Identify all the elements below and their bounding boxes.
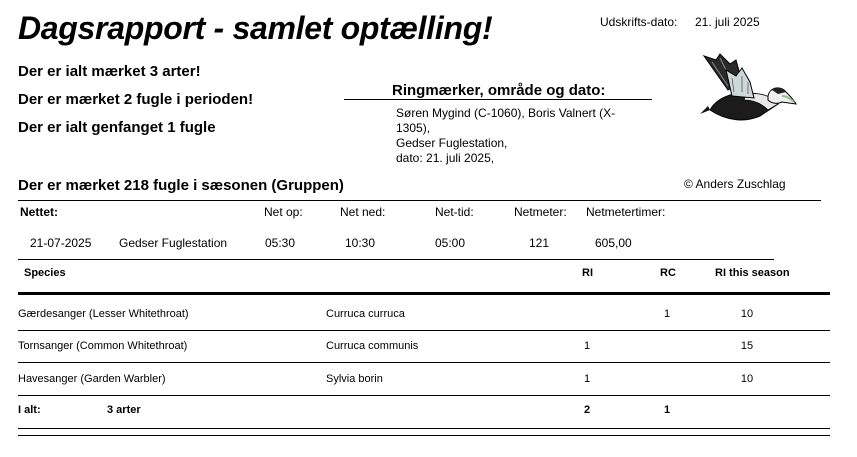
table-row-season: 15	[740, 340, 754, 352]
summary-ringed-count: Der er mærket 2 fugle i perioden!	[18, 91, 254, 108]
net-up-value: 05:30	[265, 236, 296, 250]
summary-recaptured-count: Der er ialt genfanget 1 fugle	[18, 119, 216, 136]
table-row-latin: Sylvia borin	[326, 373, 383, 385]
table-row-latin: Curruca communis	[326, 340, 419, 352]
print-date-label: Udskrifts-dato:	[600, 15, 678, 29]
ri-column-header: RI	[582, 267, 593, 279]
row-divider	[18, 330, 830, 331]
ringer-names: Søren Mygind (C-1060), Boris Valnert (X-1305),	[396, 106, 616, 135]
net-meter-hours-value: 605,00	[595, 236, 632, 250]
row-divider	[18, 395, 830, 396]
species-column-header: Species	[24, 267, 66, 279]
season-total: Der er mærket 218 fugle i sæsonen (Gruppen)	[18, 177, 344, 194]
total-rc: 1	[663, 404, 671, 416]
net-meter-value: 121	[529, 236, 550, 250]
row-divider	[18, 362, 830, 363]
net-date: 21-07-2025	[30, 236, 92, 250]
eider-duck-icon	[698, 52, 798, 128]
ringer-area: Gedser Fuglestation,	[396, 136, 508, 150]
footer-divider	[18, 435, 830, 436]
net-meter-hours-header: Netmetertimer:	[586, 205, 666, 219]
ringer-date: dato: 21. juli 2025,	[396, 151, 495, 165]
summary-species-count: Der er ialt mærket 3 arter!	[18, 63, 201, 80]
table-header-divider	[18, 292, 830, 295]
ringer-heading: Ringmærker, område og dato:	[392, 82, 606, 99]
total-species: 3 arter	[107, 404, 141, 416]
table-row-season: 10	[740, 373, 754, 385]
rc-column-header: RC	[660, 267, 676, 279]
table-row-latin: Curruca curruca	[326, 308, 405, 320]
net-label: Nettet:	[20, 205, 58, 219]
section-divider	[18, 200, 821, 201]
print-date-value: 21. juli 2025	[695, 15, 760, 29]
total-ri: 2	[583, 404, 591, 416]
total-label: I alt:	[18, 404, 41, 416]
table-row-ri: 1	[583, 373, 591, 385]
table-row-species: Havesanger (Garden Warbler)	[18, 373, 166, 385]
net-down-value: 10:30	[345, 236, 376, 250]
table-row-rc: 1	[663, 308, 671, 320]
table-row-season: 10	[740, 308, 754, 320]
net-time-header: Net-tid:	[435, 205, 474, 219]
ri-season-column-header: RI this season	[715, 267, 790, 279]
copyright-notice: © Anders Zuschlag	[684, 177, 786, 191]
report-title: Dagsrapport - samlet optælling!	[18, 10, 493, 46]
table-row-ri: 1	[583, 340, 591, 352]
net-down-header: Net ned:	[340, 205, 386, 219]
table-row-species: Tornsanger (Common Whitethroat)	[18, 340, 188, 352]
net-up-header: Net op:	[264, 205, 303, 219]
total-divider	[18, 428, 830, 429]
net-meter-header: Netmeter:	[514, 205, 567, 219]
ringer-details	[396, 106, 646, 166]
net-location: Gedser Fuglestation	[119, 236, 228, 250]
ringer-divider	[344, 99, 652, 100]
net-time-value: 05:00	[435, 236, 466, 250]
net-divider	[18, 259, 774, 260]
table-row-species: Gærdesanger (Lesser Whitethroat)	[18, 308, 189, 320]
